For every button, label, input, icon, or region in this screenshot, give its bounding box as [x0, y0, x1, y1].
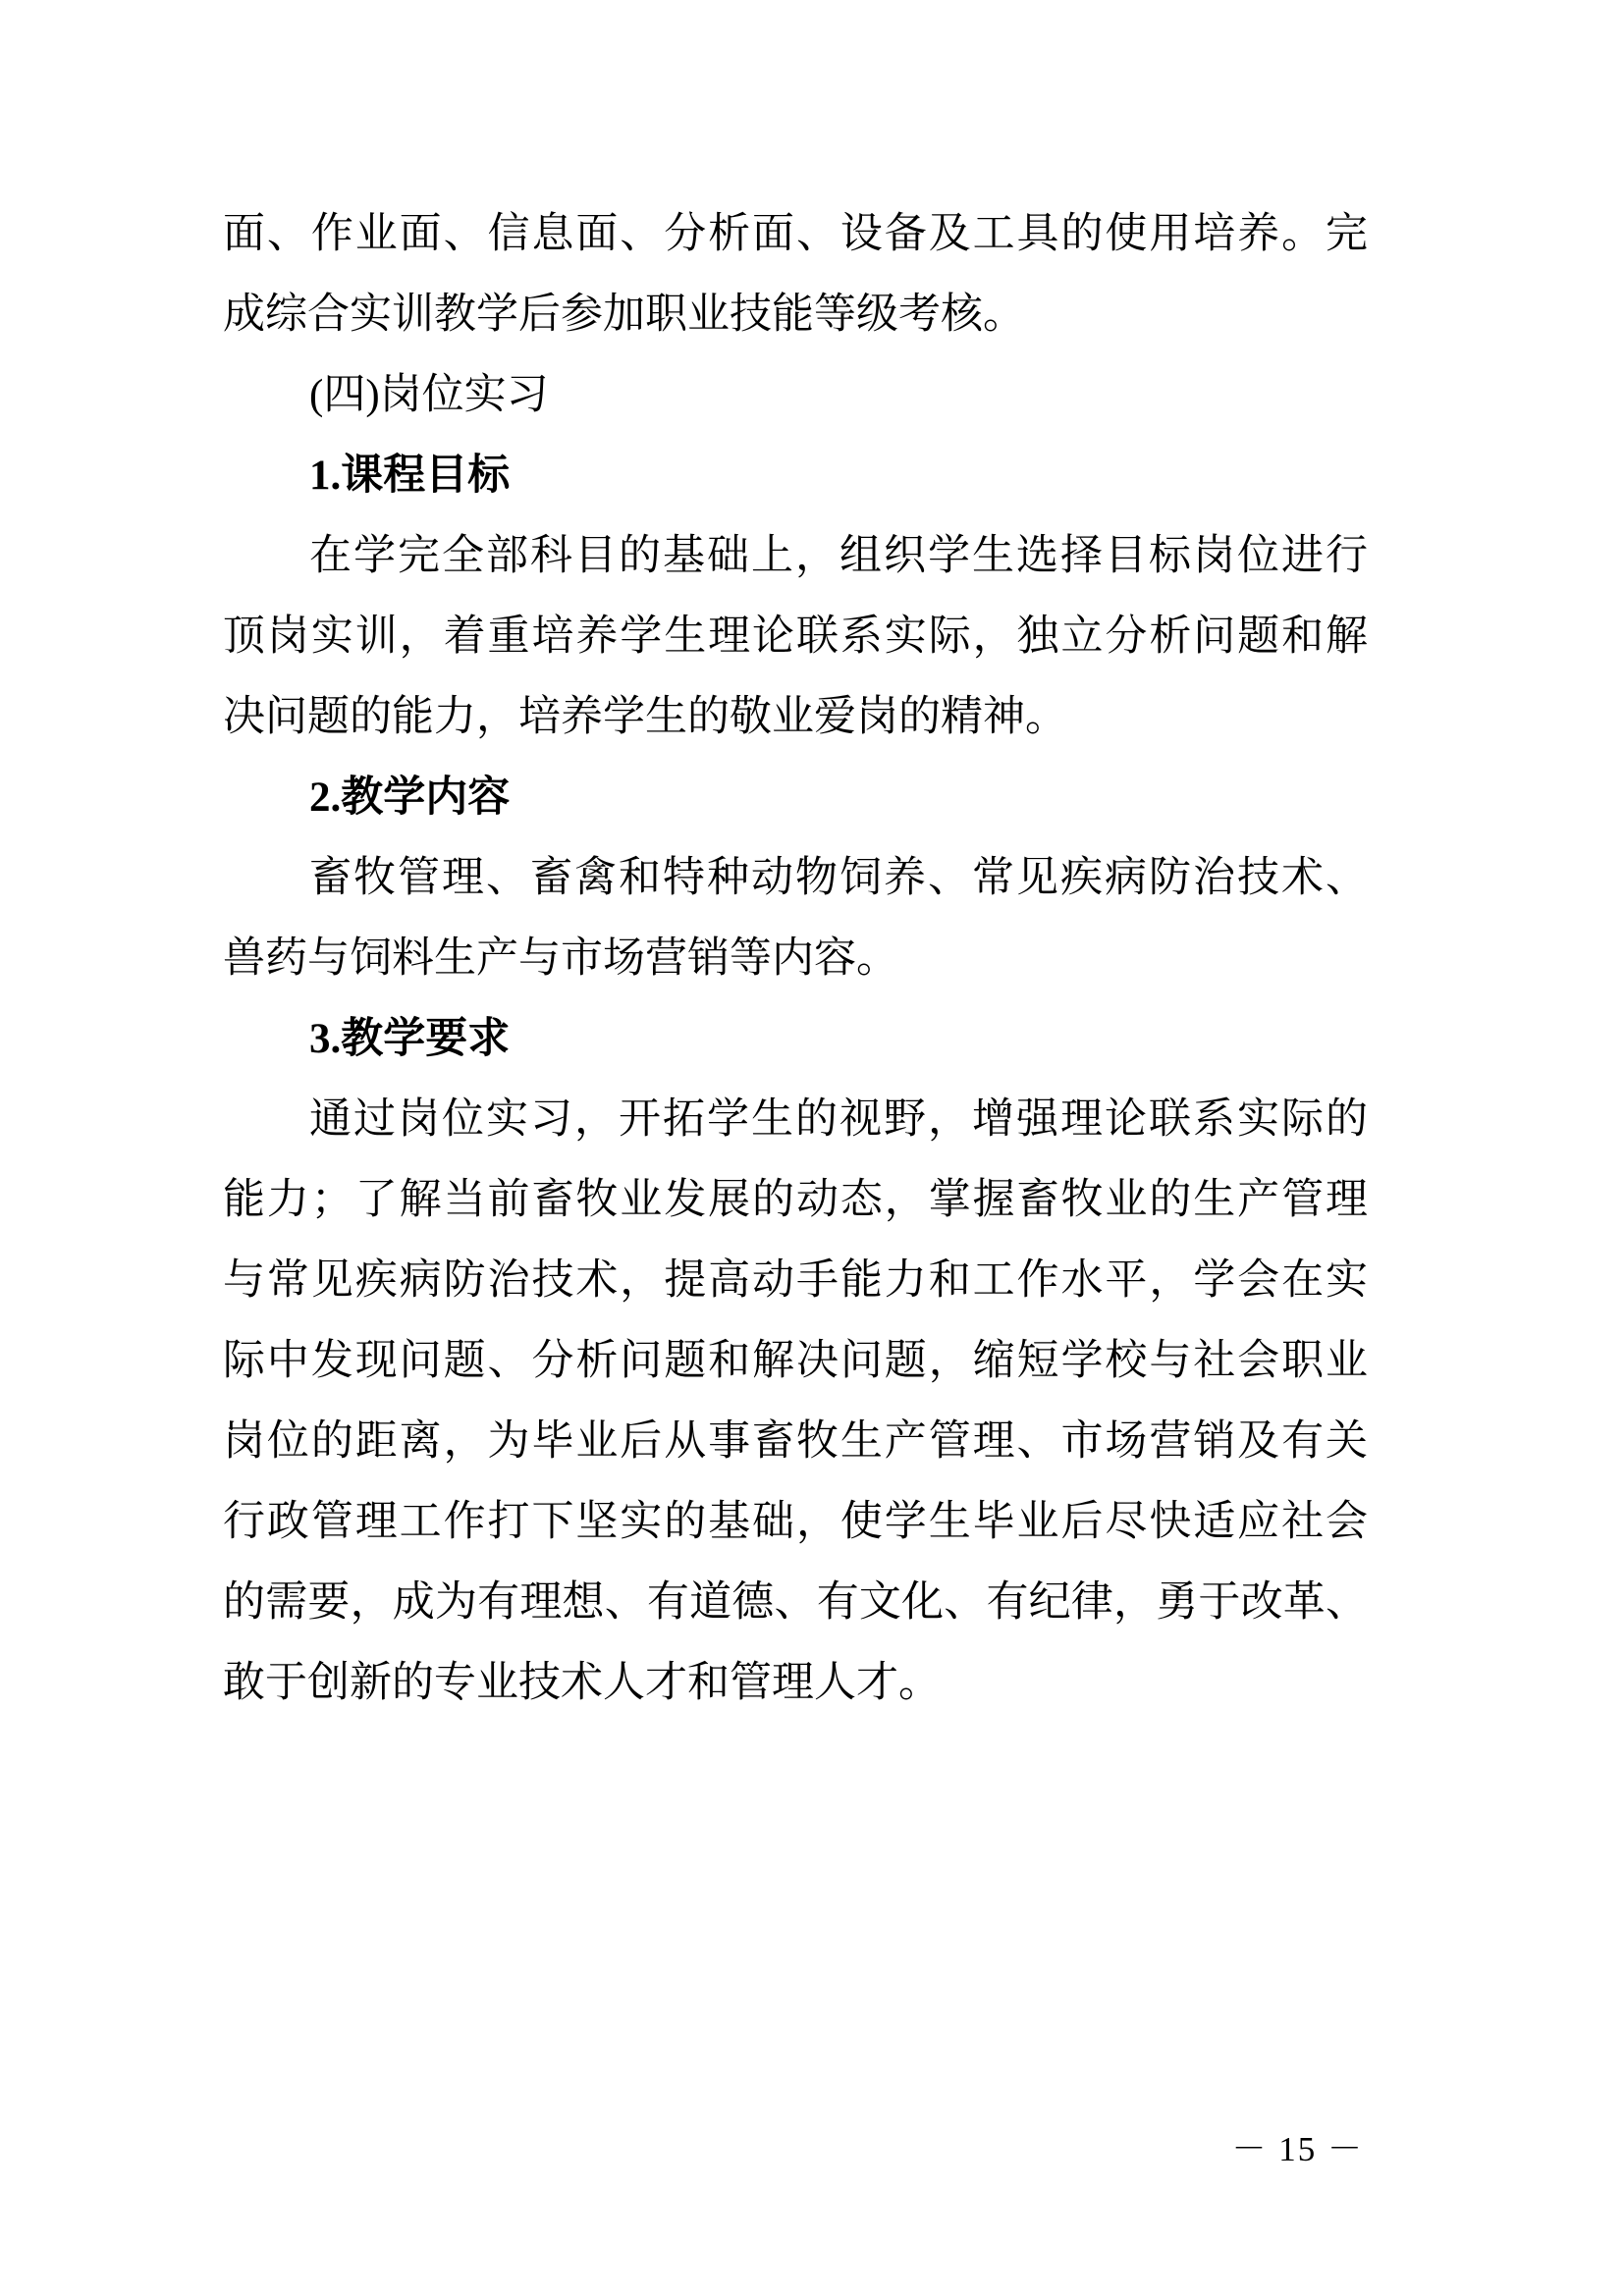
document-body [223, 194, 1368, 1724]
text-line: 兽药与饲料生产与市场营销等内容。 [223, 935, 898, 982]
text-line: 通过岗位实习，开拓学生的视野，增强理论联系实际的 [309, 1096, 1368, 1143]
text-line: 岗位的距离，为毕业后从事畜牧生产管理、市场营销及有关 [223, 1418, 1368, 1465]
text-line: 与常见疾病防治技术，提高动手能力和工作水平，学会在实 [223, 1257, 1368, 1304]
text-line: 顶岗实训，着重培养学生理论联系实际，独立分析问题和解 [223, 614, 1368, 660]
heading-line: 3.教学要求 [309, 1016, 511, 1062]
text-line: 敢于创新的专业技术人才和管理人才。 [223, 1660, 941, 1706]
text-line: 成综合实训教学后参加职业技能等级考核。 [223, 292, 1025, 338]
text-line: (四)岗位实习 [309, 372, 549, 418]
text-line: 能力；了解当前畜牧业发展的动态，掌握畜牧业的生产管理 [223, 1177, 1368, 1223]
text-line: 决问题的能力，培养学生的敬业爱岗的精神。 [223, 694, 1067, 740]
text-line: 在学完全部科目的基础上，组织学生选择目标岗位进行 [309, 533, 1368, 579]
text-line: 的需要，成为有理想、有道德、有文化、有纪律，勇于改革、 [223, 1579, 1368, 1626]
page-number: － 15 － [1231, 2130, 1364, 2168]
text-line: 行政管理工作打下坚实的基础，使学生毕业后尽快适应社会 [223, 1499, 1368, 1545]
text-line: 际中发现问题、分析问题和解决问题，缩短学校与社会职业 [223, 1338, 1368, 1384]
heading-line: 1.课程目标 [309, 453, 511, 499]
heading-line: 2.教学内容 [309, 774, 511, 821]
text-line: 面、作业面、信息面、分析面、设备及工具的使用培养。完 [223, 211, 1368, 257]
text-line: 畜牧管理、畜禽和特种动物饲养、常见疾病防治技术、 [309, 855, 1368, 901]
